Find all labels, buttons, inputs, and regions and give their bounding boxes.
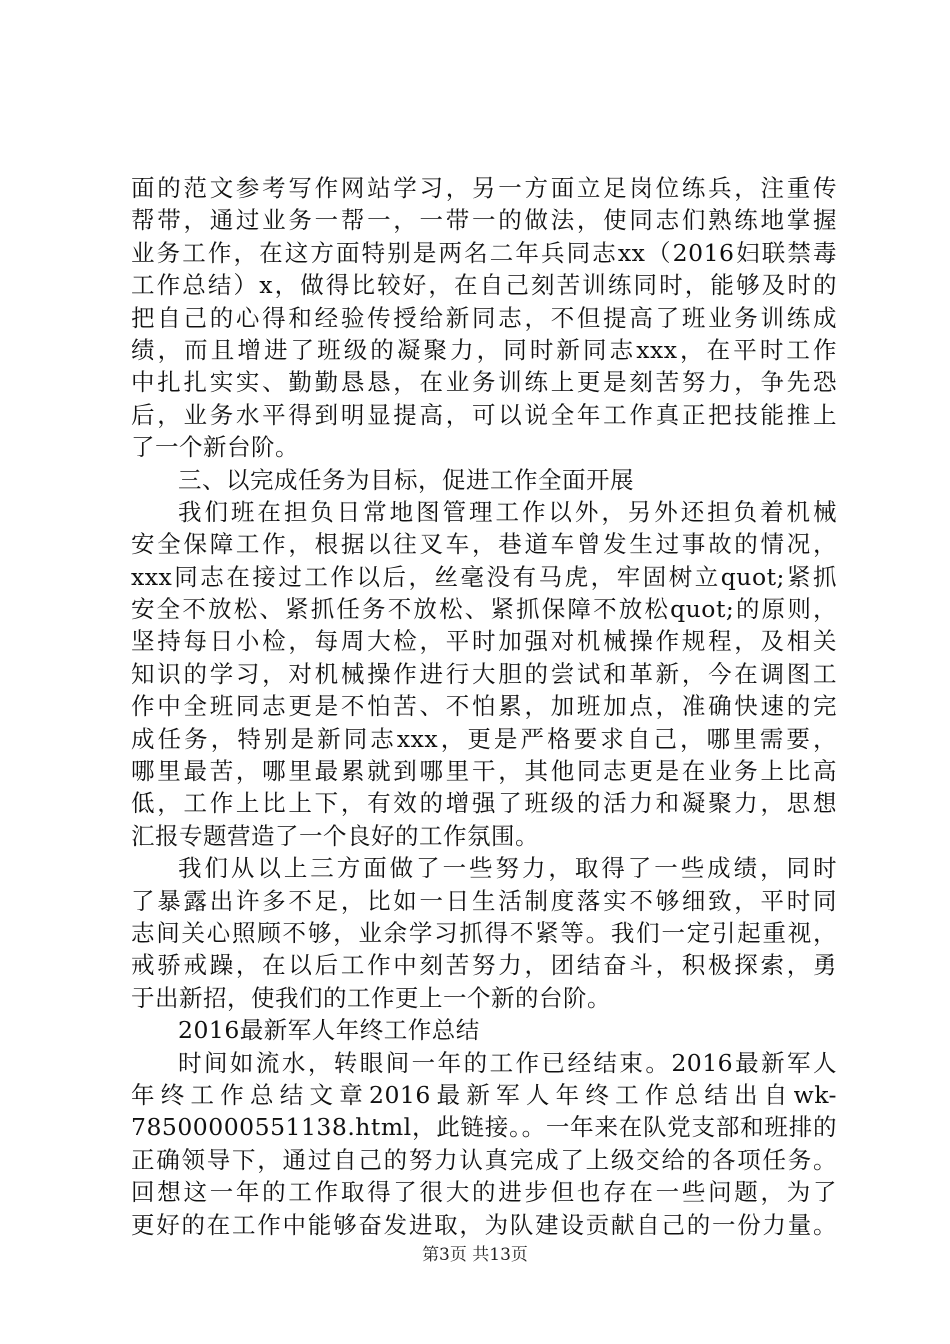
text-line: 于出新招，使我们的工作更上一个新的台阶。 (131, 983, 611, 1012)
page-number-footer: 第3页 共13页 (422, 1245, 528, 1265)
text-line: 知识的学习，对机械操作进行大胆的尝试和革新，今在调图工 (131, 659, 837, 688)
text-line: 作中全班同志更是不怕苦、不怕累，加班加点，准确快速的完 (131, 692, 837, 721)
text-line: 我们班在担负日常地图管理工作以外，另外还担负着机械 (178, 497, 837, 526)
text-line: 中扎扎实实、勤勤恳恳，在业务训练上更是刻苦努力，争先恐 (131, 368, 837, 397)
text-line: 工作总结）x，做得比较好，在自己刻苦训练同时，能够及时的 (131, 271, 837, 300)
text-line: 哪里最苦，哪里最累就到哪里干，其他同志更是在业务上比高 (131, 757, 837, 786)
text-line: 了一个新台阶。 (131, 433, 299, 462)
text-line: 年终工作总结文章2016最新军人年终工作总结出自wk- (131, 1080, 837, 1109)
text-line: 坚持每日小检，每周大检，平时加强对机械操作规程，及相关 (131, 627, 837, 656)
text-line: 戒骄戒躁，在以后工作中刻苦努力，团结奋斗，积极探索，勇 (131, 951, 837, 980)
text-line: 时间如流水，转眼间一年的工作已经结束。2016最新军人 (178, 1048, 837, 1077)
text-line: 汇报专题营造了一个良好的工作氛围。 (131, 821, 539, 850)
text-line: 了暴露出许多不足，比如一日生活制度落实不够细致，平时同 (131, 886, 837, 915)
text-line: 安全保障工作，根据以往叉车，巷道车曾发生过事故的情况， (131, 530, 837, 559)
text-line: 我们从以上三方面做了一些努力，取得了一些成绩，同时 (178, 854, 837, 883)
text-line: 低，工作上比上下，有效的增强了班级的活力和凝聚力，思想 (131, 789, 837, 818)
text-line: 后，业务水平得到明显提高，可以说全年工作真正把技能推上 (131, 400, 837, 429)
text-line: 正确领导下，通过自己的努力认真完成了上级交给的各项任务。 (131, 1145, 837, 1174)
text-line: 业务工作，在这方面特别是两名二年兵同志xx（2016妇联禁毒 (131, 238, 837, 267)
text-line: 安全不放松、紧抓任务不放松、紧抓保障不放松quot;的原则， (131, 595, 837, 624)
text-line: 绩，而且增进了班级的凝聚力，同时新同志xxx，在平时工作 (131, 335, 837, 364)
text-line: 面的范文参考写作网站学习，另一方面立足岗位练兵，注重传 (131, 174, 837, 202)
article-title: 2016最新军人年终工作总结 (178, 1016, 480, 1045)
text-line: 78500000551138.html，此链接。。一年来在队党支部和班排的 (131, 1113, 837, 1142)
text-line: 志间关心照顾不够，业余学习抓得不紧等。我们一定引起重视， (131, 918, 837, 947)
section-heading: 三、以完成任务为目标，促进工作全面开展 (178, 465, 634, 494)
text-line: 更好的在工作中能够奋发进取，为队建设贡献自己的一份力量。 (131, 1210, 837, 1239)
text-line: xxx同志在接过工作以后，丝毫没有马虎，牢固树立quot;紧抓 (131, 562, 837, 591)
text-line: 回想这一年的工作取得了很大的进步但也存在一些问题，为了 (131, 1178, 837, 1207)
document-body (131, 172, 837, 1241)
text-line: 把自己的心得和经验传授给新同志，不但提高了班业务训练成 (131, 303, 837, 332)
text-line: 帮带，通过业务一帮一，一带一的做法，使同志们熟练地掌握 (131, 206, 837, 235)
text-line: 成任务，特别是新同志xxx，更是严格要求自己，哪里需要， (131, 724, 837, 753)
